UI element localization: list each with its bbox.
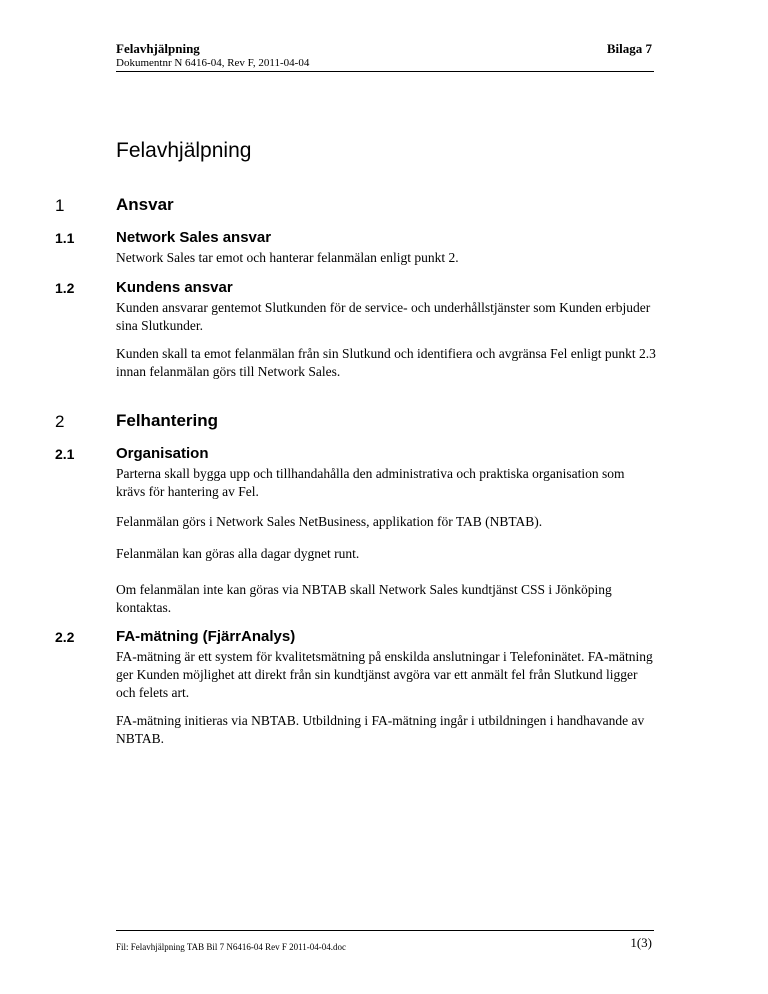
paragraph: Network Sales tar emot och hanterar felanmälan enligt punkt 2. [116,250,459,265]
paragraph: Kunden skall ta emot felanmälan från sin Slutkund och identifiera och avgränsa Fel enligt punkt 2.3 innan felanmälan görs till Network Sales. [116,346,656,379]
document-title: Felavhjälpning [116,139,252,162]
paragraph: Felanmälan kan göras alla dagar dygnet runt. [116,546,360,561]
subsection-number: 2.1 [55,446,75,462]
paragraph: FA-mätning initieras via NBTAB. Utbildning i FA-mätning ingår i utbildningen i handhavande av NBTAB. [116,713,645,746]
subsection-heading: FA-mätning (FjärrAnalys) [116,628,296,645]
paragraph: Parterna skall bygga upp och tillhandahålla den administrativa och praktiska organisation som krävs för hantering av Fel. [116,466,625,499]
subsection-heading: Kundens ansvar [116,279,233,296]
subsection-number: 1.1 [55,230,75,246]
section-number: 1 [55,196,65,215]
header-bilaga: Bilaga 7 [606,41,652,56]
paragraph: FA-mätning är ett system för kvalitetsmätning på enskilda anslutningar i Telefoninätet. FA-mätning ger Kunden möjlighet att direkt från sin kundtjänst avgöra var ett anmält fel från Slutkund ligger och felets art. [116,649,653,700]
section-heading: Ansvar [116,195,174,214]
header-document-number: Dokumentnr N 6416-04, Rev F, 2011-04-04 [116,57,310,69]
header-title: Felavhjälpning [116,41,200,56]
section-heading: Felhantering [116,411,219,430]
subsection-heading: Organisation [116,445,209,462]
paragraph: Kunden ansvarar gentemot Slutkunden för de service- och underhållstjänster som Kunden erbjuder sina Slutkunder. [116,300,651,333]
paragraph: Om felanmälan inte kan göras via NBTAB skall Network Sales kundtjänst CSS i Jönköping kontaktas. [116,582,612,615]
page-number: 1(3) [630,935,652,950]
header-divider [116,71,654,72]
section-number: 2 [55,412,65,431]
subsection-number: 2.2 [55,629,75,645]
footer-filename: Fil: Felavhjälpning TAB Bil 7 N6416-04 Rev F 2011-04-04.doc [116,942,347,952]
paragraph: Felanmälan görs i Network Sales NetBusiness, applikation för TAB (NBTAB). [116,514,543,529]
subsection-number: 1.2 [55,280,75,296]
footer-divider [116,930,654,931]
subsection-heading: Network Sales ansvar [116,229,272,246]
